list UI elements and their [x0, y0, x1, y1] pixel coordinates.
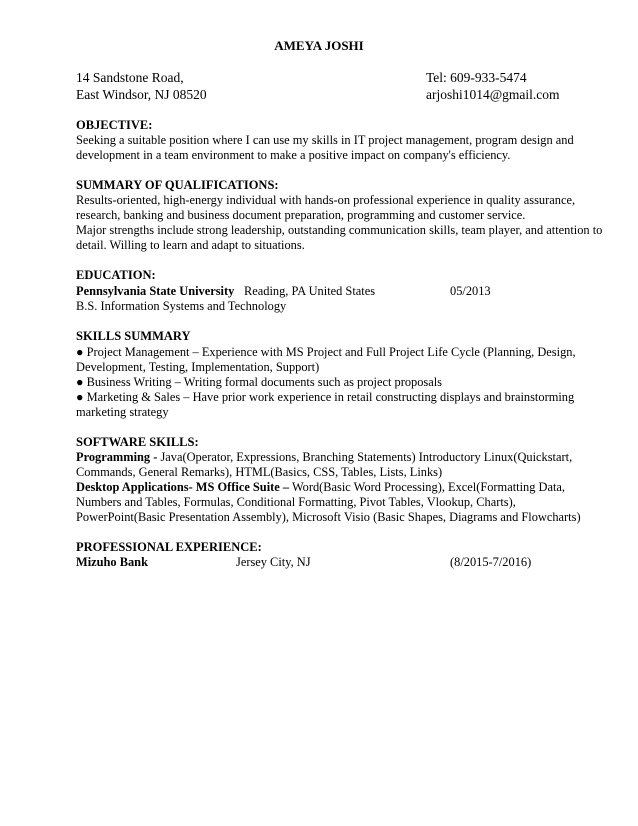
- objective-line: Seeking a suitable position where I can use my skills in IT project management, program design and: [76, 133, 574, 147]
- address-line-2: East Windsor, NJ 08520: [76, 87, 207, 102]
- experience-heading: PROFESSIONAL EXPERIENCE:: [76, 540, 262, 554]
- address-line-1: 14 Sandstone Road,: [76, 70, 184, 85]
- summary-line: research, banking and business document preparation, programming and customer service.: [76, 208, 526, 222]
- desktop-label: Desktop Applications- MS Office Suite –: [76, 480, 290, 494]
- education-heading: EDUCATION:: [76, 268, 156, 282]
- experience-location: Jersey City, NJ: [236, 555, 311, 569]
- phone: Tel: 609-933-5474: [426, 70, 527, 85]
- skills-summary-line: marketing strategy: [76, 405, 169, 419]
- education-date: 05/2013: [450, 284, 491, 298]
- experience-company: Mizuho Bank: [76, 555, 148, 569]
- desktop-line-2: Numbers and Tables, Formulas, Conditional Formatting, Pivot Tables, Vlookup, Charts),: [76, 495, 516, 509]
- programming-text: Java(Operator, Expressions, Branching Statements) Introductory Linux(Quickstart,: [160, 450, 573, 464]
- objective-heading: OBJECTIVE:: [76, 118, 153, 132]
- education-school: Pennsylvania State University: [76, 284, 235, 298]
- summary-line: Major strengths include strong leadership, outstanding communication skills, team player, and attention to: [76, 223, 603, 237]
- programming-line-2: Commands, General Remarks), HTML(Basics, CSS, Tables, Lists, Links): [76, 465, 443, 479]
- desktop-text: Word(Basic Word Processing), Excel(Formatting Data,: [291, 480, 565, 494]
- skills-summary-line: Development, Testing, Implementation, Support): [76, 360, 320, 374]
- resume-name: AMEYA JOSHI: [274, 38, 364, 53]
- summary-line: Results-oriented, high-energy individual with hands-on professional experience in quality assurance,: [76, 193, 576, 207]
- desktop-line-3: PowerPoint(Basic Presentation Assembly), Microsoft Visio (Basic Shapes, Diagrams and Flowcharts): [76, 510, 581, 524]
- email: arjoshi1014@gmail.com: [426, 87, 560, 102]
- skills-summary-line: ● Project Management – Experience with MS Project and Full Project Life Cycle (Planning, Design,: [76, 345, 576, 359]
- programming-line: [76, 450, 572, 465]
- programming-label: Programming -: [76, 450, 158, 464]
- experience-dates: (8/2015-7/2016): [450, 555, 532, 569]
- skills-summary-line: ● Business Writing – Writing formal documents such as project proposals: [76, 375, 442, 389]
- skills-summary-heading: SKILLS SUMMARY: [76, 329, 191, 343]
- desktop-line: [76, 480, 565, 495]
- skills-summary-line: ● Marketing & Sales – Have prior work experience in retail constructing displays and brainstorming: [76, 390, 575, 404]
- summary-line: detail. Willing to learn and adapt to situations.: [76, 238, 305, 252]
- education-location: Reading, PA United States: [244, 284, 376, 298]
- software-skills-heading: SOFTWARE SKILLS:: [76, 435, 199, 449]
- education-degree: B.S. Information Systems and Technology: [76, 299, 287, 313]
- summary-heading: SUMMARY OF QUALIFICATIONS:: [76, 178, 279, 192]
- objective-line: development in a team environment to make a positive impact on company's efficiency.: [76, 148, 511, 162]
